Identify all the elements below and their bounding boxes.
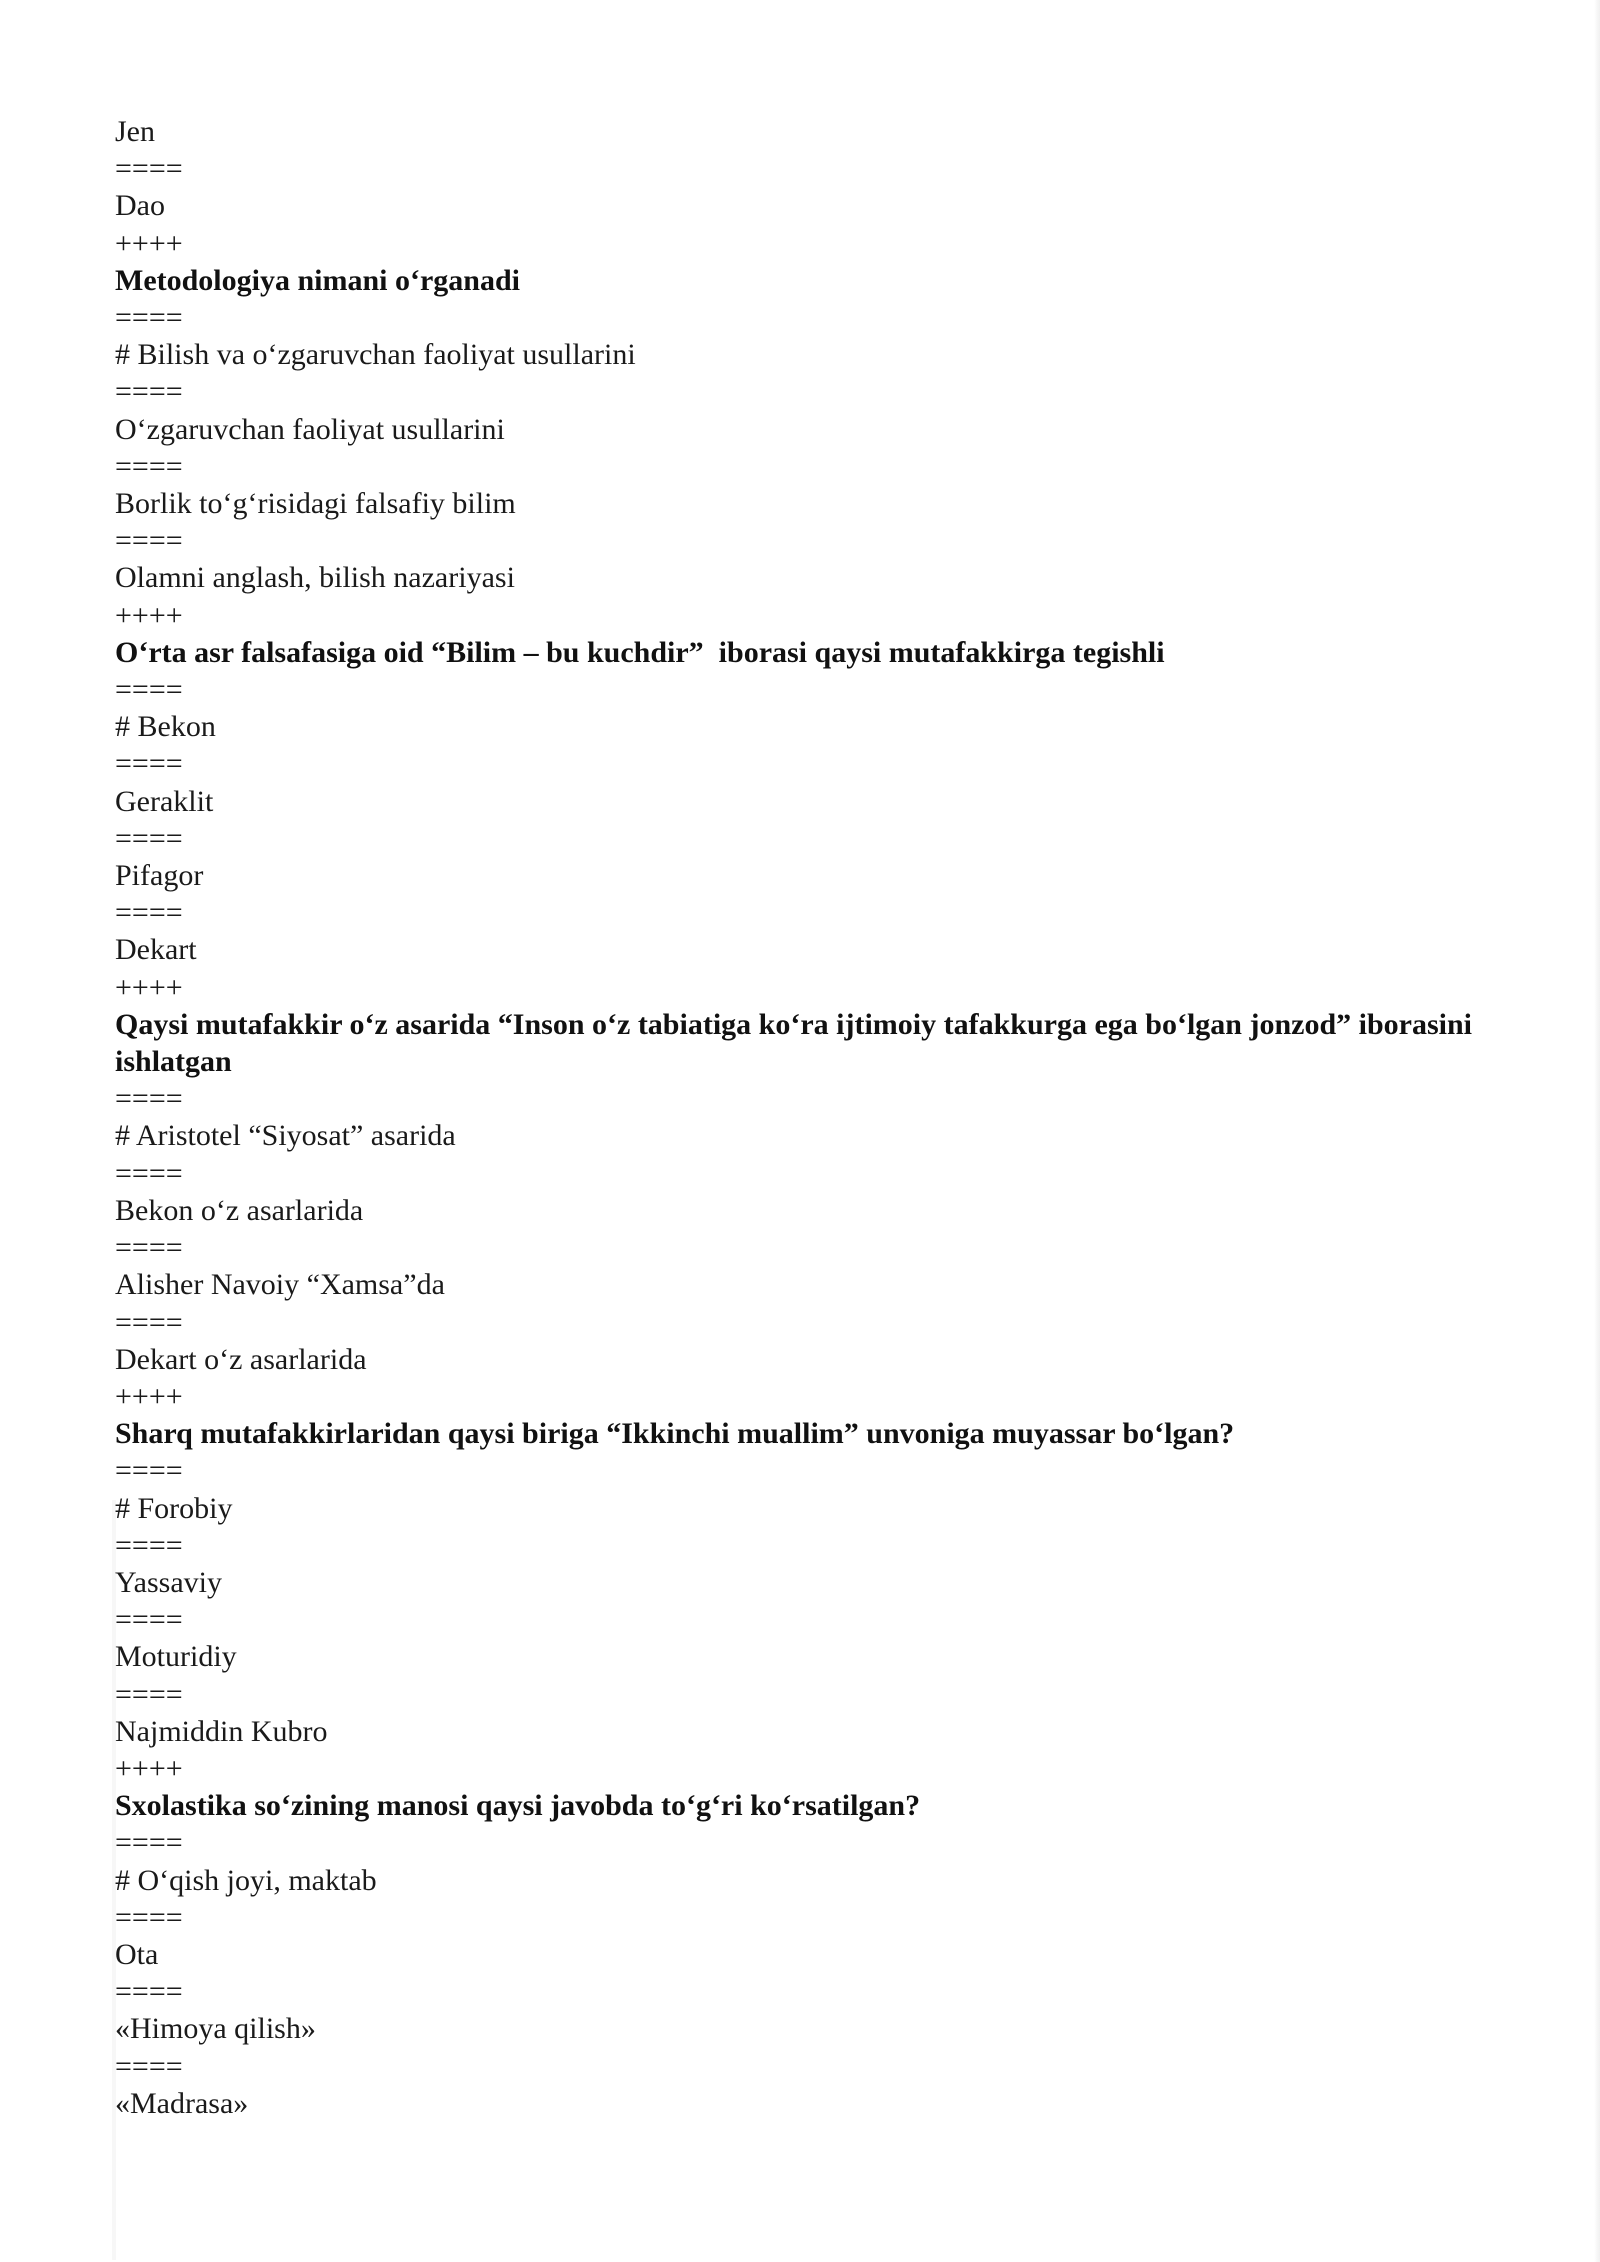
question-separator: ++++ (115, 1751, 183, 1785)
answer-option: «Madrasa» (115, 2086, 249, 2120)
answer-option: O‘zgaruvchan faoliyat usullarini (115, 412, 505, 446)
correct-answer-option: # O‘qish joyi, maktab (115, 1863, 377, 1897)
question-text: Qaysi mutafakkir o‘z asarida “Inson o‘z tabiatiga ko‘ra ijtimoiy tafakkurga ega bo‘lgan jonzod” iborasini ishlatgan (115, 1007, 1480, 1079)
option-separator: ==== (115, 821, 183, 855)
answer-option: Dekart o‘z asarlarida (115, 1342, 367, 1376)
answer-option: Moturidiy (115, 1640, 237, 1674)
question-separator: ++++ (115, 226, 183, 260)
option-separator: ==== (115, 747, 183, 781)
correct-answer-option: # Bilish va o‘zgaruvchan faoliyat usullarini (115, 338, 636, 372)
correct-answer-option: # Aristotel “Siyosat” asarida (115, 1119, 456, 1153)
correct-answer-option: # Forobiy (115, 1491, 233, 1525)
question-separator: ++++ (115, 1379, 183, 1413)
option-separator: ==== (115, 673, 183, 707)
option-separator: ==== (115, 1826, 183, 1860)
option-separator: ==== (115, 301, 183, 335)
question-text: Sharq mutafakkirlaridan qaysi biriga “Ikkinchi muallim” unvoniga muyassar bo‘lgan? (115, 1417, 1235, 1451)
answer-option: Dekart (115, 933, 197, 967)
option-separator: ==== (115, 2049, 183, 2083)
option-separator: ==== (115, 375, 183, 409)
option-separator: ==== (115, 1603, 183, 1637)
answer-option: Borlik to‘g‘risidagi falsafiy bilim (115, 487, 516, 521)
question-text: O‘rta asr falsafasiga oid “Bilim – bu kuchdir” iborasi qaysi mutafakkirga tegishli (115, 635, 1165, 669)
page-edge-shadow (1594, 0, 1600, 2262)
option-separator: ==== (115, 1975, 183, 2009)
question-text: Sxolastika so‘zining manosi qaysi javobda to‘g‘ri ko‘rsatilgan? (115, 1789, 921, 1823)
option-separator: ==== (115, 1082, 183, 1116)
answer-option: Yassaviy (115, 1565, 222, 1599)
option-separator: ==== (115, 152, 183, 186)
answer-option: Najmiddin Kubro (115, 1714, 328, 1748)
option-separator: ==== (115, 1454, 183, 1488)
answer-option: Pifagor (115, 859, 204, 893)
option-separator: ==== (115, 524, 183, 558)
option-separator: ==== (115, 1677, 183, 1711)
answer-option: Jen (115, 115, 155, 148)
answer-option: «Himoya qilish» (115, 2012, 316, 2046)
correct-answer-option: # Bekon (115, 710, 216, 744)
option-separator: ==== (115, 1528, 183, 1562)
option-separator: ==== (115, 449, 183, 483)
option-separator: ==== (115, 1156, 183, 1190)
question-text: Metodologiya nimani o‘rganadi (115, 263, 521, 297)
option-separator: ==== (115, 1305, 183, 1339)
question-separator: ++++ (115, 598, 183, 632)
option-separator: ==== (115, 1900, 183, 1934)
question-separator: ++++ (115, 970, 183, 1004)
document-body (115, 113, 1495, 2122)
answer-option: Alisher Navoiy “Xamsa”da (115, 1268, 445, 1302)
option-separator: ==== (115, 896, 183, 930)
answer-option: Olamni anglash, bilish nazariyasi (115, 561, 515, 595)
answer-option: Ota (115, 1937, 159, 1971)
answer-option: Bekon o‘z asarlarida (115, 1193, 364, 1227)
answer-option: Dao (115, 189, 165, 223)
option-separator: ==== (115, 1231, 183, 1265)
answer-option: Geraklit (115, 784, 214, 818)
